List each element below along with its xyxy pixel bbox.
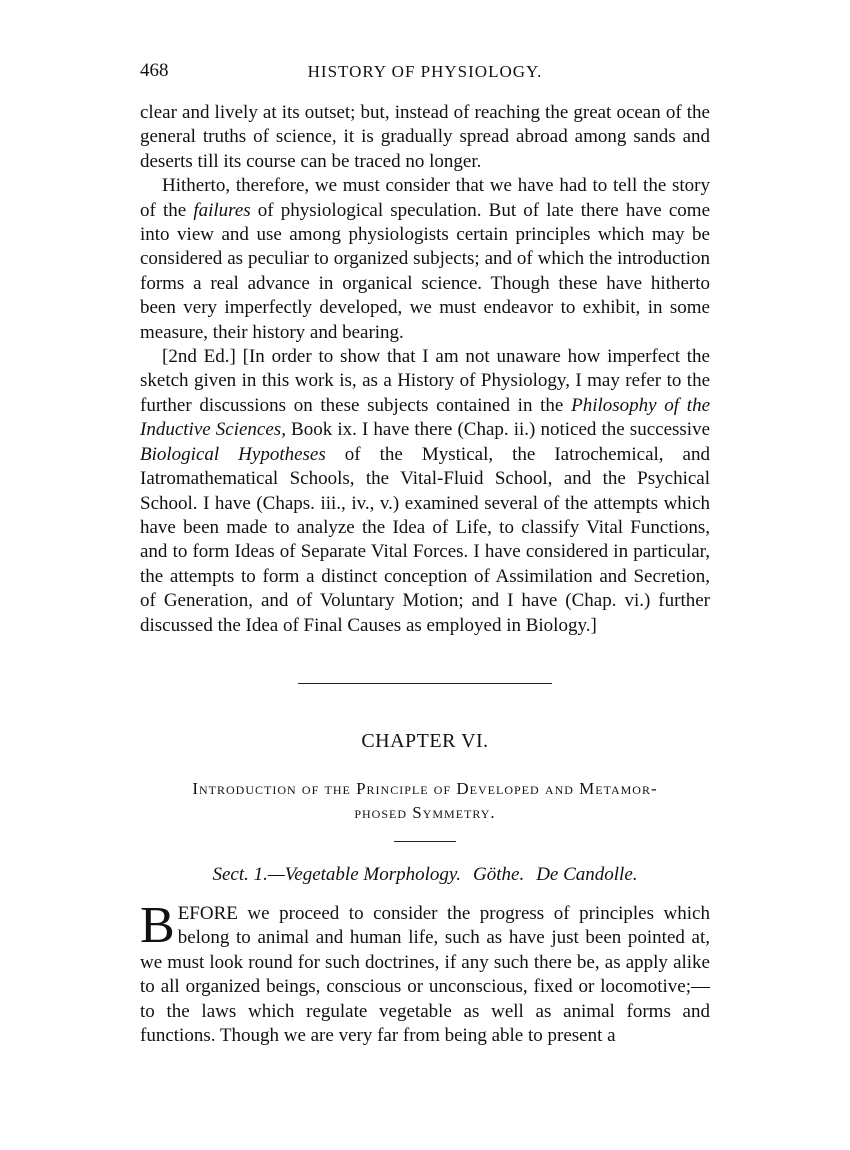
paragraph-text: of the Mystical, the Iatrochemical, and Iatromathematical Schools, the Vital-Fluid School, and the Psychical School. I have (Chaps. iii., iv., v.) examined several of the attempts which have been made to analyze the Idea of Life, to classify Vital Functions, and to form Ideas of Separate Vital Forces. I have considered in particular, the attempts to form a distinct conception of Assimilation and Secretion, of Generation, and of Voluntary Motion; and I have (Chap. vi.) further discussed the Idea of Final Causes as employed in Biology.] (140, 443, 710, 636)
section-title: Vegetable Morphology. (284, 863, 462, 885)
running-title: HISTORY OF PHYSIOLOGY. (307, 62, 543, 81)
running-head (140, 60, 710, 88)
paragraph-text: [2nd Ed.] [In order to show that I am not unaware how imperfect the sketch given in this work is, as a History of Physiology, I may refer to the further discussions on these subjects contained in the (140, 346, 710, 416)
section-divider-rule (298, 683, 552, 684)
section-name-de-candolle: De Candolle. (536, 863, 638, 885)
italic-term: Biological Hypotheses (140, 443, 326, 465)
section-label: Sect. 1.— (212, 863, 285, 885)
paragraph-second-edition-note (140, 345, 710, 638)
paragraph-text: we proceed to consider the progress of principles which belong to animal and human life, such as have just been pointed at, we must look round for such doctrines, if any such there be, as apply alike to all organized beings, conscious or unconscious, fixed or locomotive;—to the laws which regulate vegetable as well as animal forms and functions. Though we are very far from being able to present a (140, 902, 710, 1046)
opening-word: EFORE (177, 902, 238, 924)
chapter-subtitle-line: phosed Symmetry. (354, 802, 496, 822)
paragraph-failures (140, 174, 710, 345)
italic-emphasis: failures (193, 199, 251, 221)
chapter-heading: CHAPTER VI. (361, 729, 489, 752)
paragraph-text: Book ix. I have there (Chap. ii.) noticed the successive (285, 419, 711, 441)
opening-paragraph-text (140, 896, 710, 1048)
book-title-reference: Philosophy of the Inductive Sciences, (140, 394, 711, 441)
paragraph-text: of physiological speculation. But of late there have come into view and use among physiologists certain principles which may be considered as peculiar to organized subjects; and of which the introduction forms a real advance in organical science. Though these have hitherto been very imperfectly developed, we must endeavor to exhibit, in some measure, their history and bearing. (140, 199, 711, 343)
section-name-gothe: Göthe. (473, 863, 525, 885)
drop-cap: B (140, 896, 175, 954)
chapter-divider-rule (394, 841, 456, 842)
section-heading (140, 864, 710, 886)
book-page (140, 60, 710, 1048)
paragraph-text: Hitherto, therefore, we must consider that we have had to tell the story of the (140, 175, 710, 221)
body-text (140, 101, 710, 638)
page-number: 468 (140, 60, 169, 81)
paragraph-continuation: clear and lively at its outset; but, instead of reaching the great ocean of the general truths of science, it is gradually spread abroad among sands and deserts till its course can be traced no longer. (140, 102, 710, 172)
chapter-subtitle-line: Introduction of the Principle of Developed and Metamor- (192, 778, 658, 798)
chapter-subtitle (140, 777, 710, 825)
opening-paragraph (140, 896, 710, 1048)
